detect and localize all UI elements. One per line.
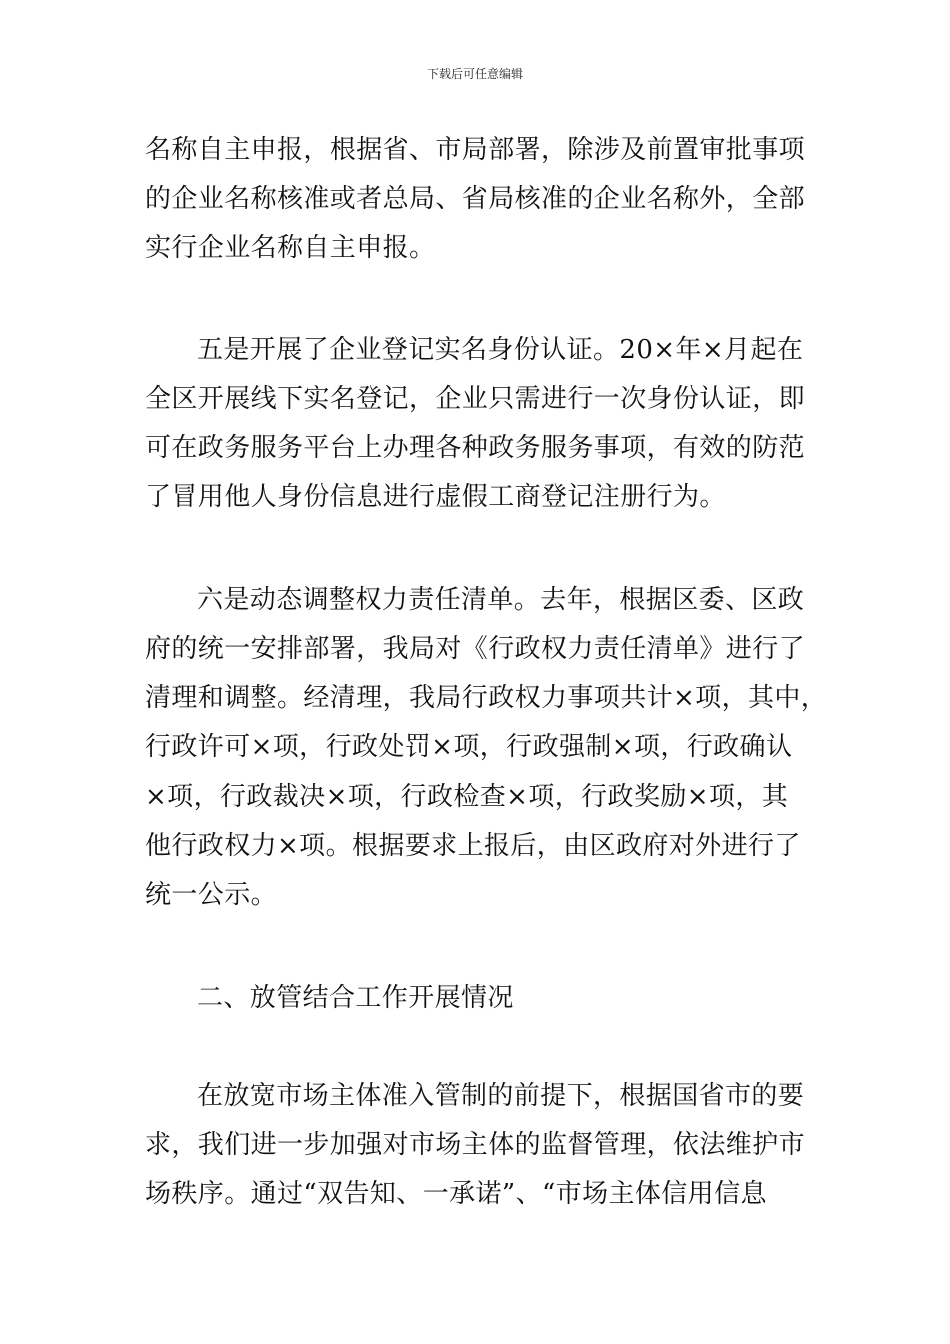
text-line: 求，我们进一步加强对市场主体的监督管理，依法维护市 [145, 1130, 806, 1160]
text-line: 他行政权力×项。根据要求上报后，由区政府对外进行了 [145, 831, 801, 861]
text-line: 六是动态调整权力责任清单。去年，根据区委、区政 [197, 585, 805, 615]
text-line: 全区开展线下实名登记，企业只需进行一次身份认证，即 [145, 384, 806, 414]
text-line: 清理和调整。经清理，我局行政权力事项共计×项，其中， [145, 683, 828, 713]
text-line: 在放宽市场主体准入管制的前提下，根据国省市的要 [197, 1081, 805, 1111]
text-line: 统一公示。 [145, 880, 278, 910]
text-line: 行政许可×项，行政处罚×项，行政强制×项，行政确认 [145, 732, 793, 762]
text-line: 实行企业名称自主申报。 [145, 233, 436, 263]
page-header: 下载后可任意编辑 [426, 67, 523, 81]
text-line: 可在政务服务平台上办理各种政务服务事项，有效的防范 [145, 433, 806, 463]
text-line: 场秩序。通过“双告知、一承诺”、“市场主体信用信息 [145, 1179, 767, 1209]
section-heading: 二、放管结合工作开展情况 [197, 983, 514, 1013]
text-line: ×项，行政裁决×项，行政检查×项，行政奖励×项，其 [145, 782, 789, 812]
text-line: 了冒用他人身份信息进行虚假工商登记注册行为。 [145, 482, 726, 512]
text-line: 府的统一安排部署，我局对《行政权力责任清单》进行了 [145, 634, 806, 664]
text-line: 的企业名称核准或者总局、省局核准的企业名称外，全部 [145, 184, 806, 214]
text-line: 名称自主申报，根据省、市局部署，除涉及前置审批事项 [145, 135, 806, 165]
text-line: 五是开展了企业登记实名身份认证。20×年×月起在 [197, 335, 804, 365]
